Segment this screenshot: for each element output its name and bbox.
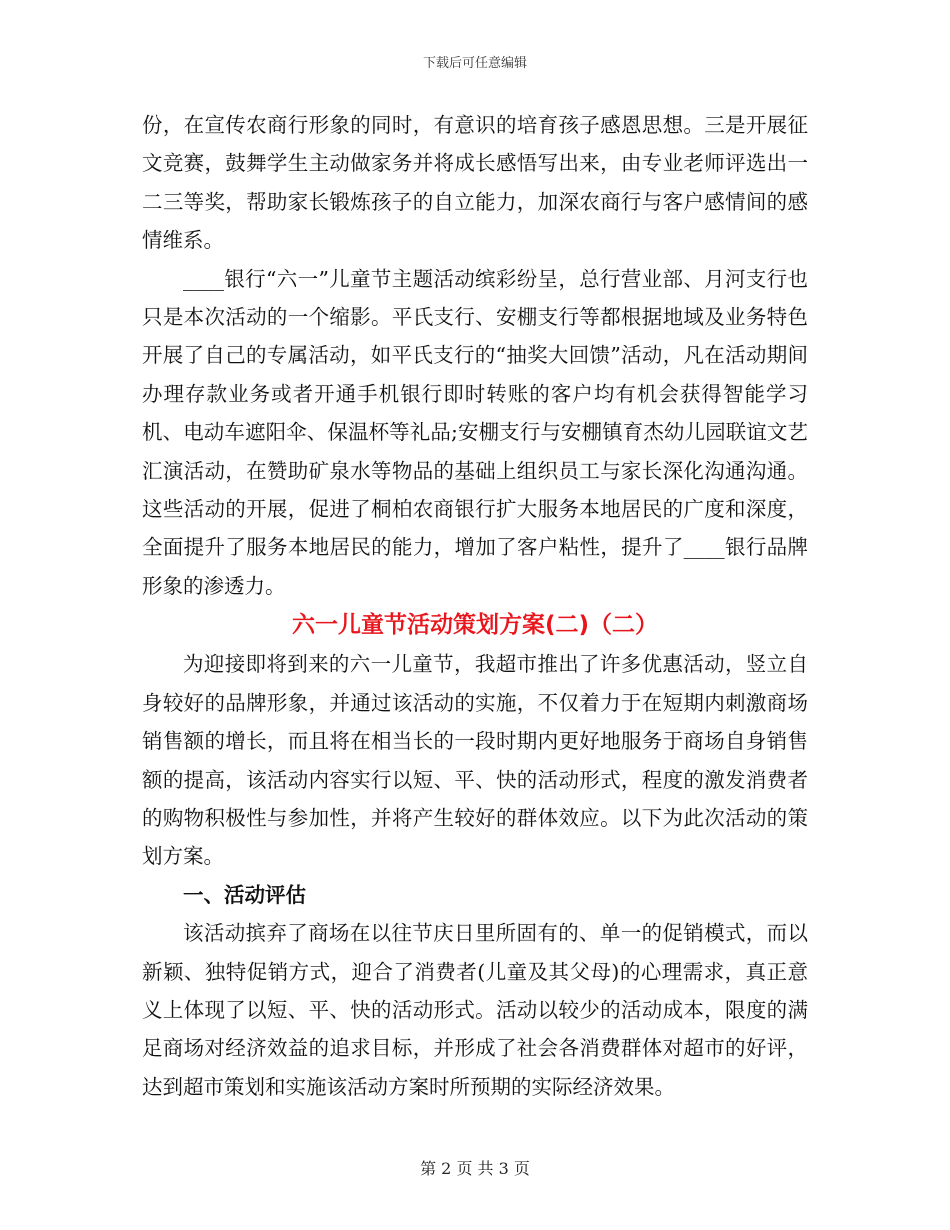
page-number: 第 2 页 共 3 页 (420, 1159, 530, 1178)
document-body (142, 106, 808, 1106)
paragraph-intro: 为迎接即将到来的六一儿童节，我超市推出了许多优惠活动，竖立自身较好的品牌形象，并通过该活动的实施，不仅着力于在短期内刺激商场销售额的增长，而且将在相当长的一段时期内更好地服务于商场自身销售额的提高，该活动内容实行以短、平、快的活动形式，程度的激发消费者的购物积极性与参加性，并将产生较好的群体效应。以下为此次活动的策划方案。 (142, 652, 808, 869)
section-title: 六一儿童节活动策划方案(二)（二） (291, 612, 659, 639)
section-heading-evaluation: 一、活动评估 (183, 882, 306, 907)
paragraph-bank-activities: ____银行“六一”儿童节主题活动缤彩纷呈，总行营业部、月河支行也只是本次活动的一个缩影。平氏支行、安棚支行等都根据地域及业务特色开展了自己的专属活动，如平氏支行的“抽奖大回馈”活动，凡在活动期间办理存款业务或者开通手机银行即时转账的客户均有机会获得智能学习机、电动车遮阳伞、保温杯等礼品;安棚支行与安棚镇育杰幼儿园联谊文艺汇演活动，在赞助矿泉水等物品的基础上组织员工与家长深化沟通沟通。这些活动的开展，促进了桐柏农商银行扩大服务本地居民的广度和深度，全面提升了服务本地居民的能力，增加了客户粘性，提升了____银行品牌形象的渗透力。 (142, 266, 808, 598)
header-note: 下载后可任意编辑 (422, 56, 527, 71)
paragraph-evaluation: 该活动摈弃了商场在以往节庆日里所固有的、单一的促销模式，而以新颖、独特促销方式，迎合了消费者(儿童及其父母)的心理需求，真正意义上体现了以短、平、快的活动形式。活动以较少的活动成本，限度的满足商场对经济效益的追求目标，并形成了社会各消费群体对超市的好评，达到超市策划和实施该活动方案时所预期的实际经济效果。 (142, 921, 808, 1099)
paragraph-continuation: 份，在宣传农商行形象的同时，有意识的培育孩子感恩思想。三是开展征文竞赛，鼓舞学生主动做家务并将成长感悟写出来，由专业老师评选出一二三等奖，帮助家长锻炼孩子的自立能力，加深农商行与客户感情间的感情维系。 (142, 113, 808, 253)
